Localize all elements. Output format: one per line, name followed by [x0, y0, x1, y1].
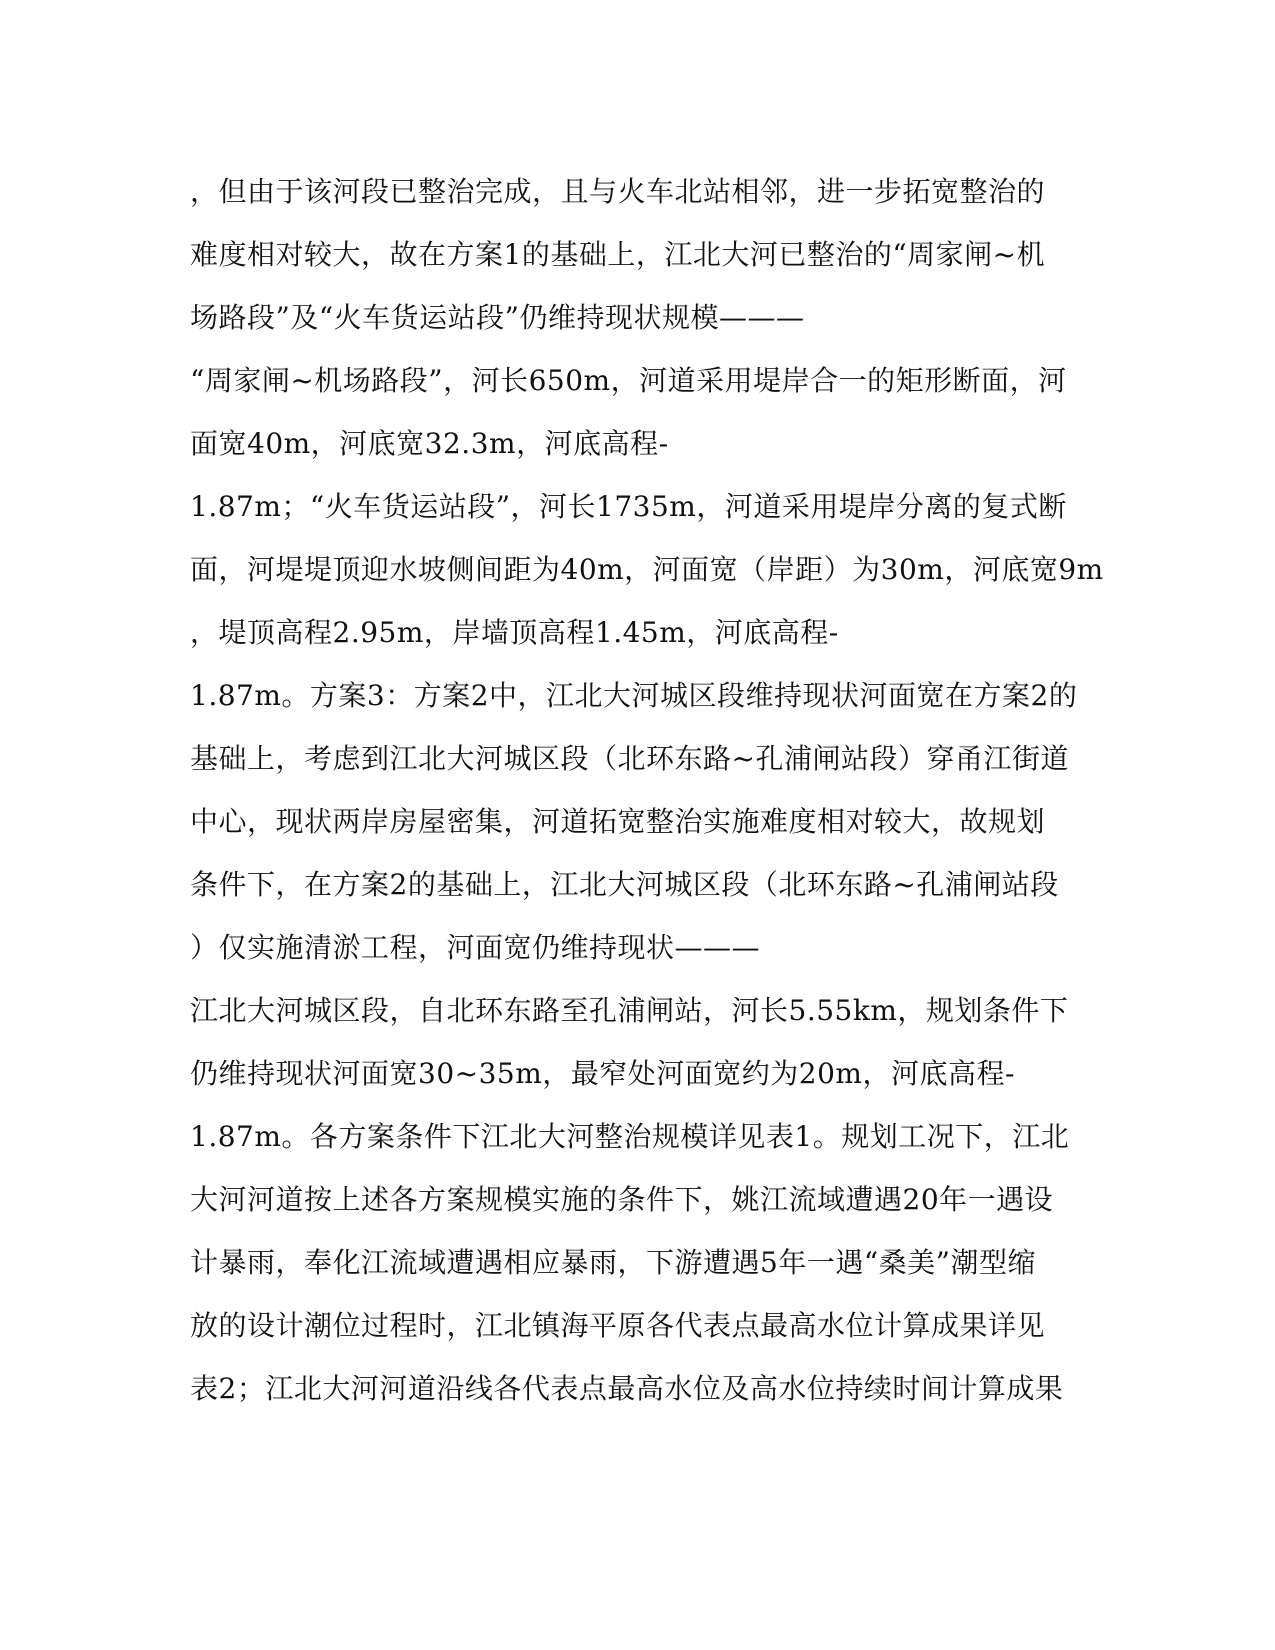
text-line: 放的设计潮位过程时，江北镇海平原各代表点最高水位计算成果详见 [190, 1309, 1046, 1342]
text-line: 计暴雨，奉化江流域遭遇相应暴雨，下游遭遇5年一遇“桑美”潮型缩 [190, 1246, 1036, 1279]
text-line: ）仅实施清淤工程，河面宽仍维持现状——— [190, 931, 761, 964]
text-line: 表2；江北大河河道沿线各代表点最高水位及高水位持续时间计算成果 [190, 1372, 1064, 1405]
text-line: 1.87m；“火车货运站段”，河长1735m，河道采用堤岸分离的复式断 [190, 490, 1067, 523]
text-line: 江北大河城区段，自北环东路至孔浦闸站，河长5.55km，规划条件下 [190, 994, 1069, 1027]
body-text [190, 160, 1104, 1420]
text-line: ，堤顶高程2.95m，岸墙顶高程1.45m，河底高程- [190, 616, 839, 649]
text-line: 仍维持现状河面宽30~35m，最窄处河面宽约为20m，河底高程- [190, 1057, 1015, 1090]
text-line: 大河河道按上述各方案规模实施的条件下，姚江流域遭遇20年一遇设 [190, 1183, 1054, 1216]
text-line: 场路段”及“火车货运站段”仍维持现状规模——— [190, 301, 805, 334]
text-line: 条件下，在方案2的基础上，江北大河城区段（北环东路~孔浦闸站段 [190, 868, 1059, 901]
text-line: “周家闸~机场路段”，河长650m，河道采用堤岸合一的矩形断面，河 [190, 364, 1067, 397]
text-line: 基础上，考虑到江北大河城区段（北环东路~孔浦闸站段）穿甬江街道 [190, 742, 1069, 775]
text-line: 难度相对较大，故在方案1的基础上，江北大河已整治的“周家闸~机 [190, 238, 1046, 271]
text-line: 1.87m。各方案条件下江北大河整治规模详见表1。规划工况下，江北 [190, 1120, 1070, 1153]
text-line: 中心，现状两岸房屋密集，河道拓宽整治实施难度相对较大，故规划 [190, 805, 1046, 838]
text-line: 1.87m。方案3：方案2中，江北大河城区段维持现状河面宽在方案2的 [190, 679, 1078, 712]
text-line: ，但由于该河段已整治完成，且与火车北站相邻，进一步拓宽整治的 [190, 175, 1046, 208]
text-line: 面宽40m，河底宽32.3m，河底高程- [190, 427, 669, 460]
text-line: 面，河堤堤顶迎水坡侧间距为40m，河面宽（岸距）为30m，河底宽9m [190, 553, 1104, 586]
